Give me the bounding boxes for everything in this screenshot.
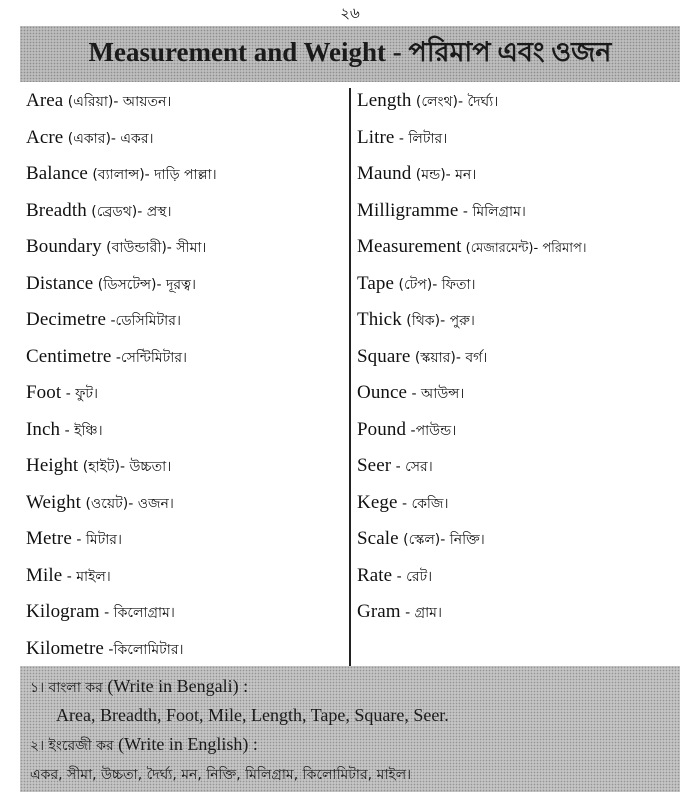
vocab-entry [26,196,344,233]
bengali-meaning: (টেপ)- ফিতা। [394,276,476,293]
bengali-meaning: -সেন্টিমিটার। [111,349,188,366]
english-term: Maund [357,163,412,184]
english-term: Boundary [26,236,102,257]
vocab-entry [357,196,693,233]
exercise-1-words [30,701,670,730]
english-term: Scale [357,528,399,549]
page-title: Measurement and Weight - পরিমাপ এবং ওজন [88,36,612,67]
vocab-entry [357,451,693,488]
vocab-entry [357,305,693,342]
english-term: Distance [26,272,94,294]
vocab-entry [26,123,344,160]
vocab-entry [26,232,344,269]
vocab-entry [357,488,693,525]
bengali-meaning: - আউন্স। [407,386,465,402]
english-term: Measurement [357,236,462,257]
english-term: Decimetre [26,309,107,330]
exercise-question-2 [30,730,670,759]
english-term: Breadth [26,199,87,221]
exercise-2-words [30,759,670,788]
english-term: Rate [357,564,393,586]
vocab-entry [26,451,344,488]
bengali-meaning: (ব্যালান্স)- দাড়ি পাল্লা। [87,167,217,183]
vocab-entry [26,561,344,598]
exercise-2-word-list: একর, সীমা, উচ্চতা, দৈর্ঘ্য, মন, নিক্তি, মিলিগ্রাম, কিলোমিটার, মাইল। [30,767,412,783]
vocab-entry [357,524,693,561]
exercise-box [20,666,680,792]
vocab-entry [26,597,344,634]
bengali-meaning: - লিটার। [394,130,448,147]
english-term: Milligramme [357,199,459,221]
english-term: Balance [26,163,88,184]
bengali-meaning: (ব্রেডথ)- প্রস্থ। [86,203,172,220]
bengali-meaning: - ফুট। [61,386,99,402]
exercise-2-label: ২। ইংরেজী কর [30,738,114,754]
vocabulary-list-right [357,86,693,634]
english-term: Weight [26,491,82,513]
bengali-meaning: (স্কেল)- নিক্তি। [398,532,485,548]
page-number: ২৬ [340,4,360,22]
bengali-meaning: (একার)- একর। [63,130,154,147]
bengali-meaning: - রেট। [392,568,433,585]
bengali-meaning: - মাইল। [62,568,111,585]
vocab-entry [357,269,693,306]
bengali-meaning: (থিক)- পুরু। [401,313,475,329]
vocab-entry [26,378,344,415]
english-term: Kilogram [26,601,100,622]
bengali-meaning: (ওয়েট)- ওজন। [81,495,174,512]
english-term: Length [357,90,412,111]
vocab-entry [357,378,693,415]
exercise-1-word-list: Area, Breadth, Foot, Mile, Length, Tape, Square, Seer. [56,705,449,725]
exercise-2-instruction: (Write in English) : [113,734,258,754]
bengali-meaning: -কিলোমিটার। [103,641,184,658]
exercise-1-instruction: (Write in Bengali) : [102,676,249,696]
english-term: Area [26,90,64,111]
vocab-entry [357,86,693,123]
english-term: Mile [26,564,63,586]
english-term: Pound [357,418,407,440]
english-term: Metre [26,528,72,549]
exercise-1-label: ১। বাংলা কর [30,680,103,696]
vocabulary-list-left [26,86,344,670]
bengali-meaning: - ইঞ্চি। [60,422,103,439]
bengali-meaning: (মন্ড)- মন। [411,167,477,183]
bengali-meaning: - সের। [391,459,433,475]
vocab-entry [26,524,344,561]
english-term: Gram [357,601,401,622]
bengali-meaning: (বাউন্ডারী)- সীমা। [101,240,207,256]
vocab-entry [357,342,693,379]
vocab-entry [26,305,344,342]
english-term: Thick [357,309,402,330]
column-divider [349,88,351,666]
bengali-meaning: - কেজি। [397,495,449,512]
bengali-meaning: (মেজারমেন্ট)- পরিমাপ। [461,241,587,256]
vocab-entry [26,415,344,452]
bengali-meaning: - মিটার। [71,532,123,548]
exercise-question-1 [30,672,670,701]
vocab-entry [26,86,344,123]
bengali-meaning: - মিলিগ্রাম। [458,203,526,220]
vocab-entry [26,269,344,306]
vocab-entry [357,159,693,196]
english-term: Acre [26,126,64,148]
english-term: Centimetre [26,345,112,367]
english-term: Litre [357,126,395,148]
english-term: Ounce [357,382,408,403]
bengali-meaning: -পাউন্ড। [406,422,457,439]
vocab-entry [357,561,693,598]
bengali-meaning: - কিলোগ্রাম। [99,605,175,621]
english-term: Kilometre [26,637,104,659]
bengali-meaning: (এরিয়া)- আয়তন। [63,94,172,110]
english-term: Square [357,345,411,367]
bengali-meaning: - গ্রাম। [400,605,442,621]
vocab-entry [26,634,344,671]
vocab-entry [26,342,344,379]
english-term: Inch [26,418,61,440]
vocab-entry [357,415,693,452]
vocab-entry [26,488,344,525]
english-term: Seer [357,455,392,476]
vocab-entry [357,232,693,269]
english-term: Kege [357,491,398,513]
english-term: Tape [357,272,395,294]
bengali-meaning: (ডিসটেন্স)- দূরত্ব। [93,276,197,293]
vocab-entry [26,159,344,196]
bengali-meaning: (লেংথ)- দৈর্ঘ্য। [411,94,499,110]
english-term: Foot [26,382,62,403]
bengali-meaning: (হাইট)- উচ্চতা। [78,459,172,475]
vocab-entry [357,123,693,160]
bengali-meaning: -ডেসিমিটার। [106,313,181,329]
english-term: Height [26,455,79,476]
title-banner [20,26,680,82]
bengali-meaning: (স্কয়ার)- বর্গ। [410,349,488,366]
vocab-entry [357,597,693,634]
